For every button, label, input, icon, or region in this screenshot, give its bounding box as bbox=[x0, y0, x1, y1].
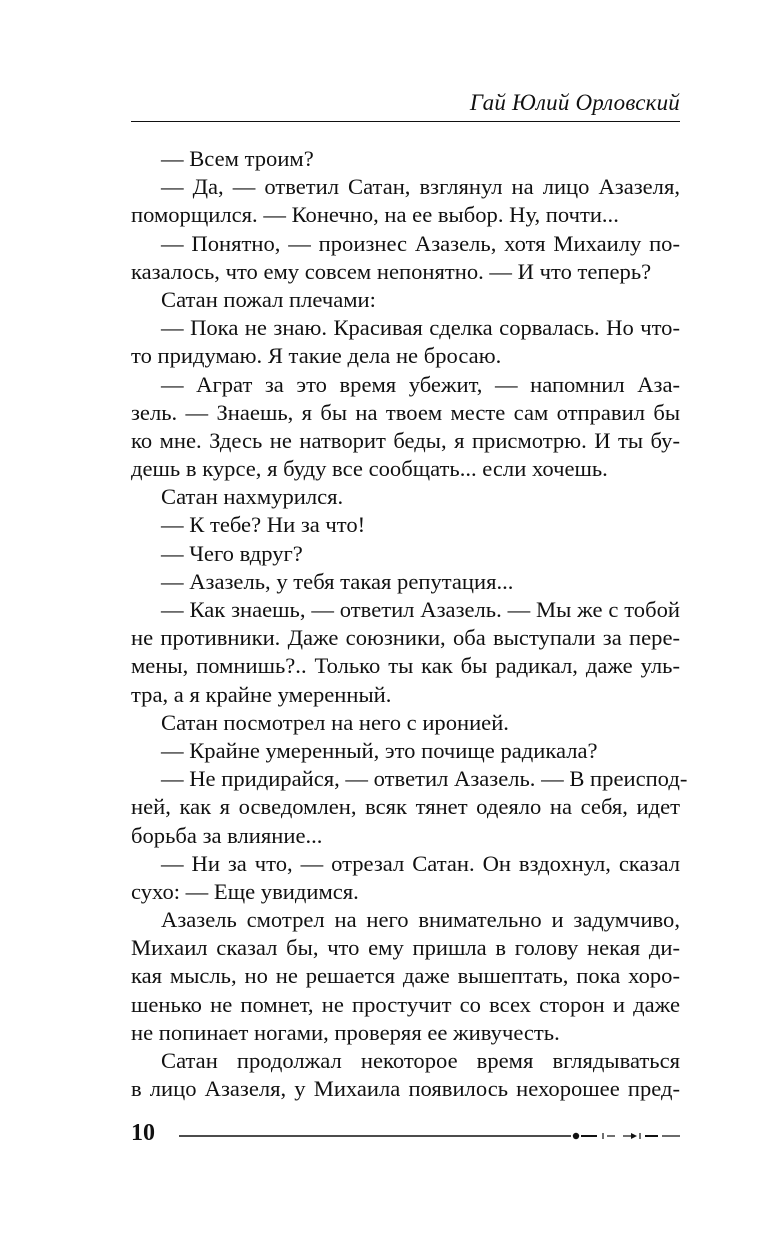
text-line: то придумаю. Я такие дела не бросаю. bbox=[131, 343, 502, 369]
text-line: тра, а я крайне умеренный. bbox=[131, 681, 392, 707]
text-line: борьба за влияние... bbox=[131, 822, 323, 848]
text-line: шенько не помнет, не простучит со всех сторон и даже bbox=[131, 991, 680, 1017]
running-title: Гай Юлий Орловский bbox=[469, 90, 680, 115]
text-line: — Всем троим? bbox=[161, 146, 314, 171]
text-line: не противники. Даже союзники, оба выступали за пере- bbox=[131, 625, 680, 651]
page-number: 10 bbox=[131, 1120, 155, 1146]
footer-ornament-rule bbox=[179, 1132, 680, 1140]
text-line: зель. — Знаешь, я бы на твоем месте сам отправил бы bbox=[131, 399, 680, 425]
text-line: — Понятно, — произнес Азазель, хотя Михаилу по- bbox=[161, 230, 680, 256]
text-line: Азазель смотрел на него внимательно и задумчиво, bbox=[161, 907, 680, 933]
text-line: поморщился. — Конечно, на ее выбор. Ну, почти... bbox=[131, 202, 619, 228]
text-line: Михаил сказал бы, что ему пришла в голову некая ди- bbox=[131, 935, 680, 961]
footer-ornament-dot bbox=[573, 1133, 579, 1139]
text-line: — Не придирайся, — ответил Азазель. — В преиспод- bbox=[161, 766, 688, 792]
text-line: не попинает ногами, проверяя ее живучесть. bbox=[131, 1019, 560, 1045]
text-line: Сатан продолжал некоторое время вглядываться bbox=[161, 1048, 680, 1073]
text-line: ко мне. Здесь не натворит беды, я присмотрю. И ты бу- bbox=[131, 427, 680, 453]
page-body bbox=[131, 145, 688, 1103]
running-header bbox=[131, 88, 680, 122]
text-line: кая мысль, но не решается даже вышептать, пока хоро- bbox=[131, 963, 680, 989]
text-line: — К тебе? Ни за что! bbox=[161, 512, 366, 538]
text-line: дешь в курсе, я буду все сообщать... если хочешь. bbox=[131, 456, 608, 482]
text-line: — Да, — ответил Сатан, взглянул на лицо Азазеля, bbox=[161, 174, 680, 200]
header-rule bbox=[131, 121, 680, 122]
text-line: казалось, что ему совсем непонятно. — И что теперь? bbox=[131, 258, 652, 284]
text-line: Сатан нахмурился. bbox=[161, 484, 344, 510]
text-line: — Чего вдруг? bbox=[161, 540, 303, 566]
footer-ornament-arrow bbox=[631, 1133, 637, 1139]
text-line: — Ни за что, — отрезал Сатан. Он вздохнул, сказал bbox=[161, 850, 680, 876]
text-line: в лицо Азазеля, у Михаила появилось нехорошее пред- bbox=[131, 1076, 680, 1102]
text-line: мены, помнишь?.. Только ты как бы радикал, даже уль- bbox=[131, 653, 680, 679]
text-line: — Аграт за это время убежит, — напомнил Аза- bbox=[161, 371, 680, 397]
text-line: сухо: — Еще увидимся. bbox=[131, 878, 359, 904]
text-line: — Крайне умеренный, это почище радикала? bbox=[161, 737, 598, 763]
text-line: — Азазель, у тебя такая репутация... bbox=[161, 568, 514, 594]
page-footer bbox=[131, 1120, 680, 1150]
text-line: ней, как я осведомлен, всяк тянет одеяло на себя, идет bbox=[131, 794, 680, 820]
text-line: — Пока не знаю. Красивая сделка сорвалась. Но что- bbox=[161, 315, 680, 341]
text-line: Сатан пожал плечами: bbox=[161, 286, 376, 312]
text-line: Сатан посмотрел на него с иронией. bbox=[161, 709, 509, 735]
text-line: — Как знаешь, — ответил Азазель. — Мы же с тобой bbox=[161, 597, 680, 622]
